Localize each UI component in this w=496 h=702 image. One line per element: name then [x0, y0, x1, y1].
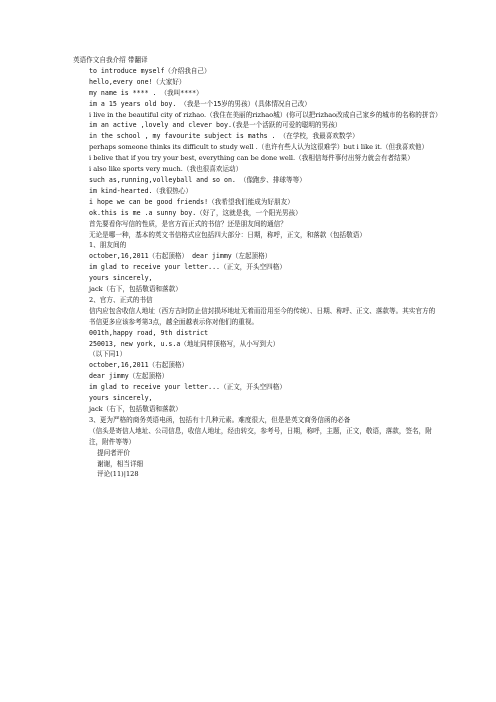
text-line: jack（右下，包括敬语和落款） — [89, 285, 182, 294]
text-line: im an active ,lovely and clever boy.(我是一个活跃的可爱的聪明的男孩） — [89, 121, 342, 130]
text-line: im glad to receive your letter...（正文，开头空四格） — [89, 383, 286, 392]
text-line: i also like sports very much.（我也很喜欢运动） — [89, 165, 243, 174]
text-line: 无论是哪一种，基本的英文书信格式应包括四大部分：日期，称呼，正文，和落款（包括敬语） — [89, 230, 366, 239]
document-title: 英语作文自我介绍 带翻译 — [73, 56, 148, 64]
rating-comment: 谢谢，相当详细 — [97, 459, 144, 468]
text-line: 首先要看你写信的性质，是官方而正式的书信？还是朋友间的通信？ — [89, 219, 287, 228]
text-line: （以下同1） — [89, 350, 127, 359]
text-line: dear jimmy（左起顶格） — [89, 372, 169, 381]
text-line: 信内应包含收信人地址（西方古时防止信封损坏地址无着而沿用至今的传统）、日期、称呼、正文、落款等。其实官方的书信更多应该参考第3点，越全面越表示你对他们的重视。 — [89, 306, 436, 326]
section-heading: 2、官方、正式的书信 — [89, 295, 153, 304]
text-line: yours sincerely, — [89, 274, 153, 283]
text-line: 250013, new york, u.s.a（地址同样顶格写，从小写到大） — [89, 339, 280, 348]
text-line: such as,running,volleyball and so on. （像跑步、排球等等） — [89, 175, 306, 184]
text-line: to introduce myself（介绍我自己） — [89, 66, 211, 75]
text-line: october,16,2011（右起顶格） — [89, 361, 189, 370]
text-line: yours sincerely, — [89, 394, 153, 403]
text-line: （信头是寄信人地址、公司信息，收信人地址，经由转交，参考号，日期，称呼，主题，正文，敬语，落款，签名，附注，附件等等） — [89, 426, 432, 446]
text-line: hello,every one!（大家好） — [89, 77, 186, 86]
text-line: october,16,2011（右起顶格） dear jimmy（左起顶格） — [89, 252, 272, 261]
section-heading: 1、朋友间的 — [89, 241, 127, 250]
text-line: i hope we can be good friends!（我希望我们能成为好朋友） — [89, 197, 294, 206]
text-line: my name is **** . （我叫****） — [89, 88, 203, 97]
text-line: im kind-hearted.（我很热心） — [89, 186, 193, 195]
text-line: i live in the beautiful city of rizhao.（我住在美丽的rizhao城）(你可以把rizhao改成自己家乡的城市的名称的拼音） — [89, 110, 442, 119]
section-heading: 3、更为严格的商务英语电函，包括有十几种元素。难度很大，但是是英文商务信函的必备 — [89, 415, 351, 424]
text-line: im glad to receive your letter...（正文，开头空四格） — [89, 263, 286, 272]
comment-count: 评论(11)|128 — [97, 470, 139, 479]
text-line: 001th,happy road, 9th district — [89, 328, 209, 337]
text-line: ok.this is me .a sunny boy.（好了，这就是我，一个阳光男孩） — [89, 208, 302, 217]
text-line: in the school , my favourite subject is maths . （在学校，我最喜欢数学） — [89, 132, 359, 141]
text-line: perhaps someone thinks its difficult to study well .（也许有些人认为这很难学）but i like it.（但我喜欢他） — [89, 143, 429, 152]
text-line: im a 15 years old boy. （我是一个15岁的男孩）(具体情况自己改） — [89, 99, 311, 108]
text-line: jack（右下，包括敬语和落款） — [89, 405, 182, 413]
rating-label: 提问者评价 — [97, 448, 130, 457]
text-line: i belive that if you try your best, everything can be done well.（我相信每件事付出努力就会有者结果） — [89, 154, 414, 163]
